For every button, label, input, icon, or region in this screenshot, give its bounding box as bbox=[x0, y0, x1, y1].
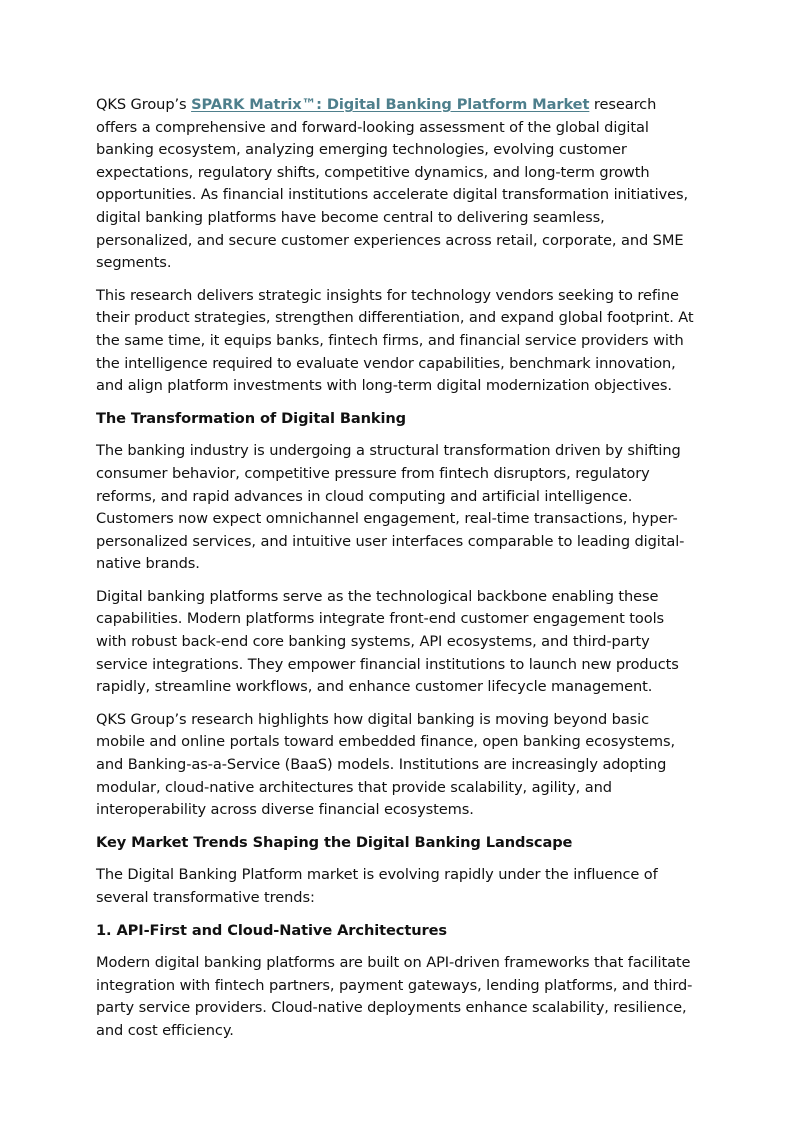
transformation-heading: The Transformation of Digital Banking bbox=[96, 409, 407, 427]
trends-heading: Key Market Trends Shaping the Digital Banking Landscape bbox=[96, 833, 573, 851]
intro-suffix: research offers a comprehensive and forward-looking assessment of the global digital banking ecosystem, analyzing emerging technologies, evolving customer expectations, regulatory shifts, competitive dynamics, and long-term growth opportunities. As financial institutions accelerate digital transformation initiatives, digital banking platforms have become central to delivering seamless, personalized, and secure customer experiences across retail, corporate, and SME segments. bbox=[96, 96, 689, 272]
trend-1-heading: 1. API-First and Cloud-Native Architectures bbox=[96, 921, 448, 939]
spark-matrix-link[interactable]: SPARK Matrix™: Digital Banking Platform Market bbox=[191, 96, 590, 113]
trend-1-paragraph: Modern digital banking platforms are built on API-driven frameworks that facilitate integration with fintech partners, payment gateways, lending platforms, and third-party service providers. Cloud-native deployments enhance scalability, resilience, and cost efficiency. bbox=[96, 954, 693, 1039]
insights-paragraph: This research delivers strategic insights for technology vendors seeking to refine their product strategies, strengthen differentiation, and expand global footprint. At the same time, it equips banks, fintech firms, and financial service providers with the intelligence required to evaluate vendor capabilities, benchmark innovation, and align platform investments with long-term digital modernization objectives. bbox=[96, 286, 694, 395]
intro-prefix: QKS Group’s bbox=[96, 96, 192, 113]
transformation-paragraph-3: QKS Group’s research highlights how digital banking is moving beyond basic mobile and online portals toward embedded finance, open banking ecosystems, and Banking-as-a-Service (BaaS) models. Institutions are increasingly adopting modular, cloud-native architectures that provide scalability, agility, and interoperability across diverse financial ecosystems. bbox=[96, 710, 676, 819]
trends-intro-paragraph: The Digital Banking Platform market is evolving rapidly under the influence of several transformative trends: bbox=[96, 866, 658, 906]
transformation-paragraph-2: Digital banking platforms serve as the technological backbone enabling these capabilities. Modern platforms integrate front-end customer engagement tools with robust back-end core banking systems, API ecosystems, and third-party service integrations. They empower financial institutions to launch new products rapidly, streamline workflows, and enhance customer lifecycle management. bbox=[96, 587, 679, 696]
transformation-paragraph-1: The banking industry is undergoing a structural transformation driven by shifting consumer behavior, competitive pressure from fintech disruptors, regulatory reforms, and rapid advances in cloud computing and artificial intelligence. Customers now expect omnichannel engagement, real-time transactions, hyper-personalized services, and intuitive user interfaces comparable to leading digital-native brands. bbox=[96, 442, 685, 573]
intro-paragraph bbox=[96, 94, 698, 275]
